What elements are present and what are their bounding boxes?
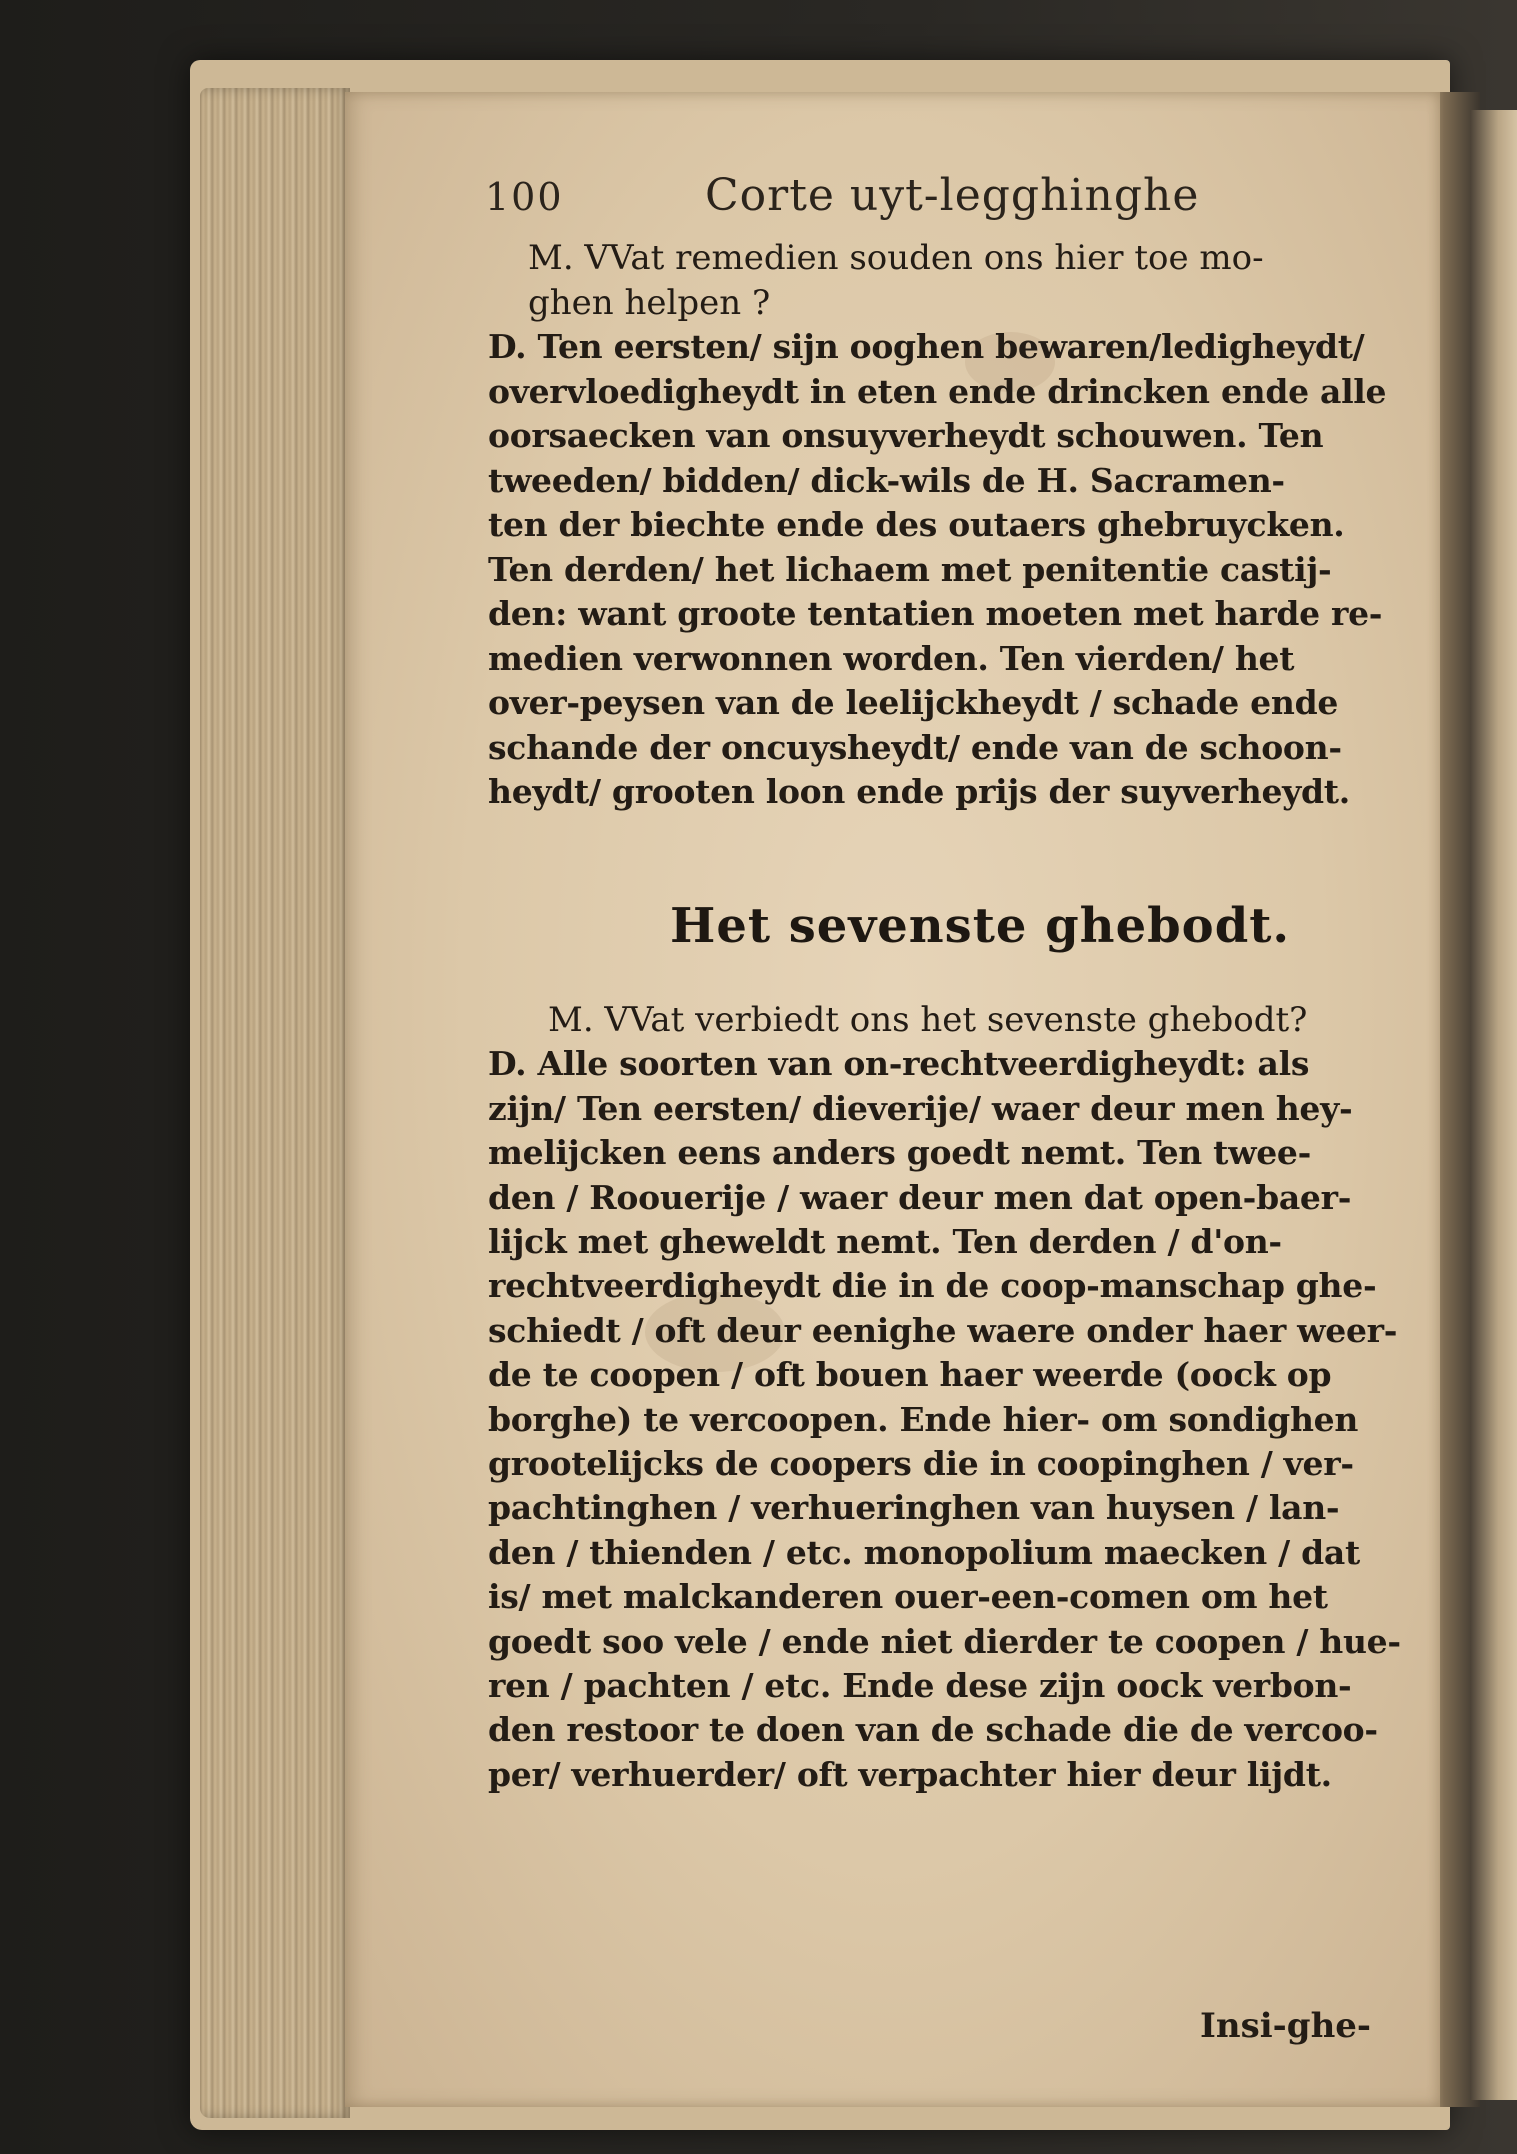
page-header (485, 170, 1285, 230)
text-line: schiedt / oft deur eenighe waere onder haer weer- (488, 1310, 1398, 1350)
text-line: borghe) te vercoopen. Ende hier- om sondighen (488, 1399, 1359, 1439)
running-title: Corte uyt-legghinghe (705, 170, 1200, 221)
text-line: pachtinghen / verhueringhen van huysen / lan- (488, 1488, 1340, 1528)
text-line: medien verwonnen worden. Ten vierden/ het (488, 638, 1295, 678)
text-line: oorsaecken van onsuyverheydt schouwen. Ten (488, 416, 1324, 455)
text-line: den / Roouerije / waer deur men dat open-baer- (488, 1177, 1352, 1217)
text-line: M. VVat remedien souden ons hier toe mo- (528, 238, 1264, 278)
text-line: ghen helpen ? (528, 282, 771, 323)
page-edges (200, 88, 350, 2118)
text-line: over-peysen van de leelijckheydt / schade ende (488, 683, 1339, 722)
text-line: per/ verhuerder/ oft verpachter hier deur lijdt. (488, 1754, 1332, 1794)
text-line: overvloedigheydt in eten ende drincken ende alle (488, 371, 1387, 411)
text-line: den restoor te doen van de schade die de vercoo- (488, 1710, 1378, 1750)
text-line: melijcken eens anders goedt nemt. Ten twee- (488, 1133, 1312, 1173)
text-line: de te coopen / oft bouen haer weerde (oock op (488, 1355, 1332, 1395)
text-line: grootelijcks de coopers die in coopinghen / ver- (488, 1444, 1354, 1483)
text-line: M. VVat verbiedt ons het sevenste ghebodt? (548, 1000, 1308, 1040)
page-number: 100 (485, 175, 564, 219)
facing-page-edge (1470, 110, 1517, 2100)
text-line: goedt soo vele / ende niet dierder te coopen / hue- (488, 1621, 1401, 1661)
text-line: D. Ten eersten/ sijn ooghen bewaren/ledigheydt/ (488, 327, 1365, 366)
section-heading: Het sevenste ghebodt. (670, 898, 1291, 954)
text-line: tweeden/ bidden/ dick-wils de H. Sacramen- (488, 460, 1285, 500)
text-line: den / thienden / etc. monopolium maecken / dat (488, 1532, 1360, 1572)
catchword: Insi-ghe- (1200, 2006, 1372, 2046)
text-line: ten der biechte ende des outaers ghebruycken. (488, 505, 1345, 544)
text-line: zijn/ Ten eersten/ dieverije/ waer deur men hey- (488, 1088, 1353, 1128)
text-line: lijck met gheweldt nemt. Ten derden / d'on- (488, 1222, 1282, 1261)
text-line: schande der oncuysheydt/ ende van de schoon- (488, 727, 1342, 767)
text-line: den: want groote tentatien moeten met harde re- (488, 594, 1383, 633)
text-line: rechtveerdigheydt die in de coop-manschap ghe- (488, 1266, 1377, 1306)
text-line: ren / pachten / etc. Ende dese zijn oock verbon- (488, 1666, 1352, 1705)
text-line: Ten derden/ het lichaem met penitentie castij- (488, 549, 1332, 589)
text-line: D. Alle soorten van on-rechtveerdigheydt: als (488, 1044, 1310, 1084)
text-line: heydt/ grooten loon ende prijs der suyverheydt. (488, 772, 1350, 811)
text-line: is/ met malckanderen ouer-een-comen om het (488, 1577, 1328, 1617)
